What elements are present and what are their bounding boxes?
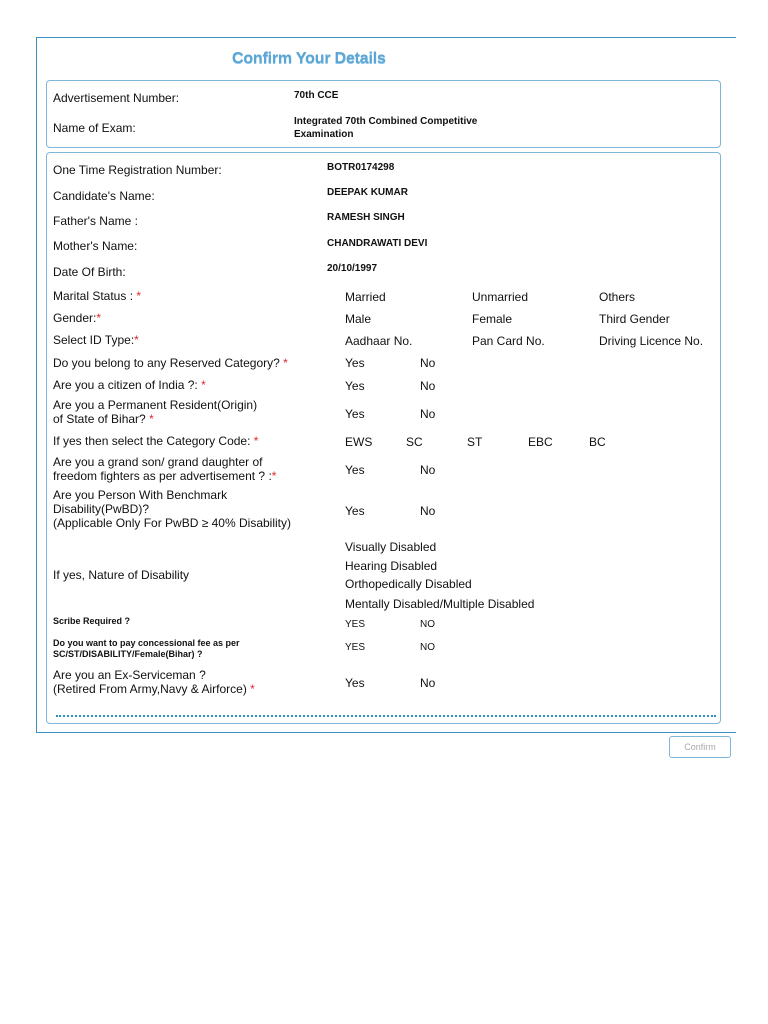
- gender-option-male[interactable]: Male: [345, 312, 372, 326]
- concession-label: Do you want to pay concessional fee as per SC/ST/DISABILITY/Female(Bihar) ?: [53, 638, 240, 659]
- id-type-option-pan[interactable]: Pan Card No.: [472, 334, 545, 348]
- exam-name-value-line2: Examination: [294, 129, 354, 140]
- dotted-divider: [56, 715, 716, 717]
- confirm-button[interactable]: Confirm: [669, 736, 731, 758]
- reserved-option-yes[interactable]: Yes: [345, 356, 365, 370]
- dob-value: 20/10/1997: [327, 263, 378, 274]
- father-name-value: RAMESH SINGH: [327, 212, 405, 223]
- marital-option-others[interactable]: Others: [599, 290, 636, 304]
- pwbd-option-no[interactable]: No: [420, 504, 436, 518]
- category-option-bc[interactable]: BC: [589, 435, 606, 449]
- reserved-category-label: Do you belong to any Reserved Category? *: [53, 356, 288, 370]
- freedom-fighter-label: Are you a grand son/ grand daughter of freedom fighters as per advertisement ? :*: [53, 455, 277, 483]
- ex-serviceman-option-yes[interactable]: Yes: [345, 676, 365, 690]
- id-type-option-aadhaar[interactable]: Aadhaar No.: [345, 334, 413, 348]
- gender-label: Gender:*: [53, 311, 102, 325]
- category-option-st[interactable]: ST: [467, 435, 483, 449]
- scribe-label: Scribe Required ?: [53, 616, 131, 626]
- freedom-option-yes[interactable]: Yes: [345, 463, 365, 477]
- otr-label: One Time Registration Number:: [53, 163, 222, 177]
- ex-serviceman-option-no[interactable]: No: [420, 676, 436, 690]
- scribe-option-yes[interactable]: YES: [345, 619, 366, 630]
- pwbd-option-yes[interactable]: Yes: [345, 504, 365, 518]
- concession-option-yes[interactable]: YES: [345, 642, 366, 653]
- candidate-name-value: DEEPAK KUMAR: [327, 187, 408, 198]
- ex-serviceman-label: Are you an Ex-Serviceman ? (Retired From Army,Navy & Airforce) *: [53, 668, 255, 696]
- mother-name-label: Mother's Name:: [53, 239, 138, 253]
- freedom-option-no[interactable]: No: [420, 463, 436, 477]
- category-option-ebc[interactable]: EBC: [528, 435, 553, 449]
- disability-option-mentally-multiple[interactable]: Mentally Disabled/Multiple Disabled: [345, 597, 535, 611]
- exam-name-value-line1: Integrated 70th Combined Competitive: [294, 116, 478, 127]
- id-type-label: Select ID Type:*: [53, 333, 139, 347]
- citizen-option-no[interactable]: No: [420, 379, 436, 393]
- marital-option-unmarried[interactable]: Unmarried: [472, 290, 529, 304]
- otr-value: BOTR0174298: [327, 162, 395, 173]
- mother-name-value: CHANDRAWATI DEVI: [327, 238, 428, 249]
- citizen-label: Are you a citizen of India ?: *: [53, 378, 206, 392]
- resident-label: Are you a Permanent Resident(Origin) of State of Bihar? *: [53, 398, 258, 426]
- advertisement-value: 70th CCE: [294, 90, 339, 101]
- marital-status-label: Marital Status : *: [53, 289, 142, 303]
- gender-option-female[interactable]: Female: [472, 312, 513, 326]
- marital-option-married[interactable]: Married: [345, 290, 386, 304]
- dob-label: Date Of Birth:: [53, 265, 126, 279]
- disability-option-visually[interactable]: Visually Disabled: [345, 540, 437, 554]
- gender-option-third-gender[interactable]: Third Gender: [599, 312, 670, 326]
- candidate-name-label: Candidate's Name:: [53, 189, 155, 203]
- concession-option-no[interactable]: NO: [420, 642, 435, 653]
- category-option-sc[interactable]: SC: [406, 435, 423, 449]
- resident-option-no[interactable]: No: [420, 407, 436, 421]
- scribe-option-no[interactable]: NO: [420, 619, 435, 630]
- exam-name-label: Name of Exam:: [53, 121, 136, 135]
- disability-option-hearing[interactable]: Hearing Disabled: [345, 559, 438, 573]
- citizen-option-yes[interactable]: Yes: [345, 379, 365, 393]
- resident-option-yes[interactable]: Yes: [345, 407, 365, 421]
- reserved-option-no[interactable]: No: [420, 356, 436, 370]
- category-option-ews[interactable]: EWS: [345, 435, 373, 449]
- page-title: Confirm Your Details: [232, 50, 386, 67]
- father-name-label: Father's Name :: [53, 214, 138, 228]
- id-type-option-driving-licence[interactable]: Driving Licence No.: [599, 334, 704, 348]
- pwbd-label: Are you Person With Benchmark Disability(PwBD)? (Applicable Only For PwBD ≥ 40% Disability): [53, 488, 291, 530]
- category-code-label: If yes then select the Category Code: *: [53, 434, 259, 448]
- disability-option-orthopedically[interactable]: Orthopedically Disabled: [345, 577, 472, 591]
- advertisement-label: Advertisement Number:: [53, 91, 180, 105]
- disability-nature-label: If yes, Nature of Disability: [53, 568, 190, 582]
